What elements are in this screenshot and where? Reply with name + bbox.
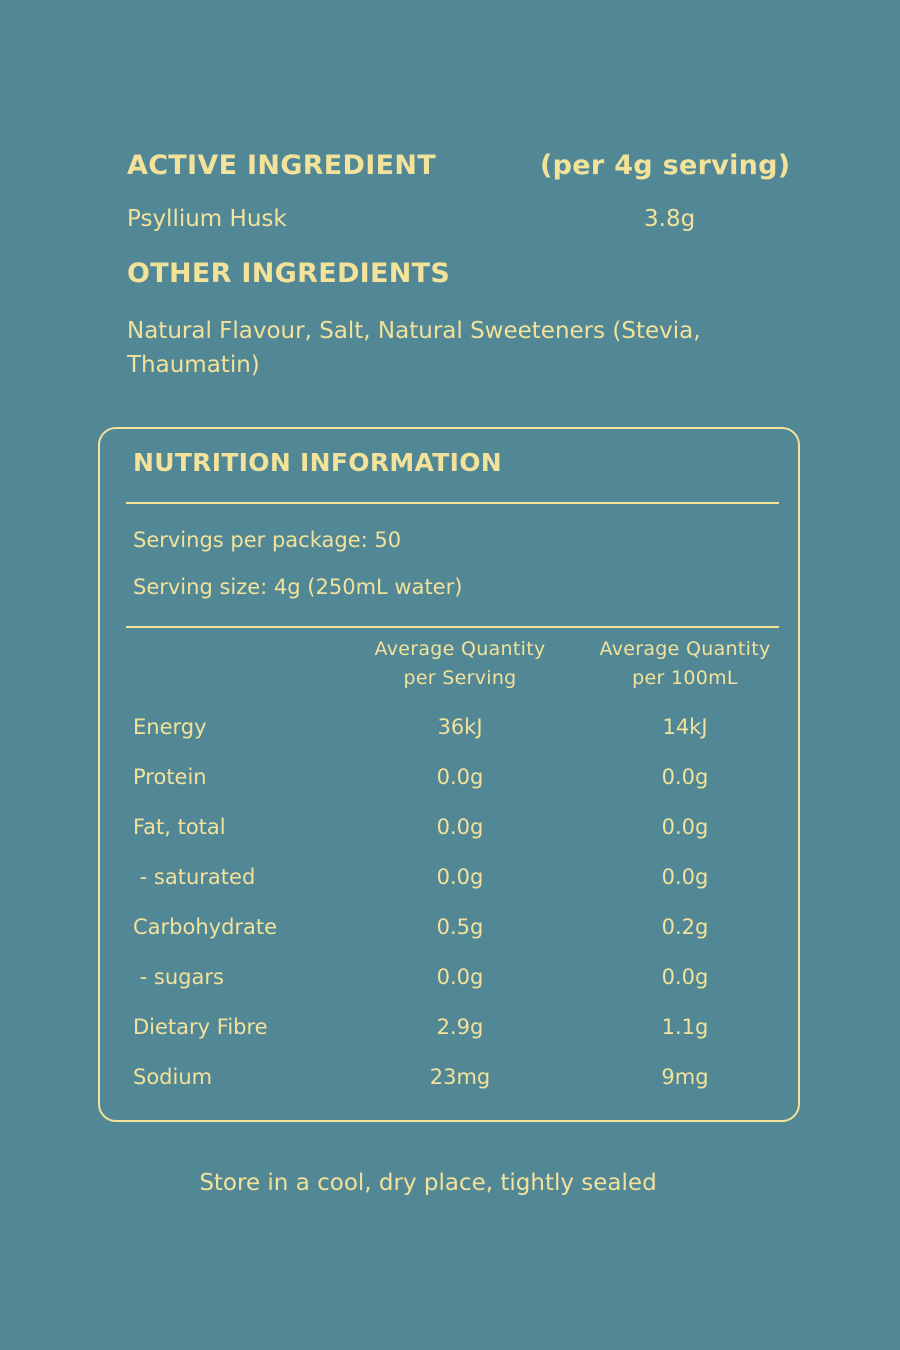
nutrition-row-saturated (133, 860, 793, 910)
divider (126, 502, 779, 504)
active-ingredient-quantity: 3.8g (644, 206, 696, 232)
per-serving-value: 0.0g (436, 965, 484, 989)
nutrient-name: Protein (133, 765, 207, 789)
serving-size: Serving size: 4g (250mL water) (133, 575, 463, 599)
per-serving-value: 0.0g (436, 815, 484, 839)
nutrition-row-dietary-fibre (133, 1010, 793, 1060)
other-ingredients-text: Natural Flavour, Salt, Natural Sweeteners (Stevia, Thaumatin) (127, 318, 701, 378)
storage-note: Store in a cool, dry place, tightly sealed (199, 1170, 657, 1196)
nutrient-name: Fat, total (133, 815, 226, 839)
nutrition-row-carbohydrate (133, 910, 793, 960)
column-header-line: Average Quantity (374, 638, 546, 660)
nutrition-row-protein (133, 760, 793, 810)
nutrient-name: Carbohydrate (133, 915, 278, 939)
nutrient-name: Dietary Fibre (133, 1015, 268, 1039)
per-serving-value: 0.5g (436, 915, 484, 939)
per-serving-value: 2.9g (436, 1015, 484, 1039)
per-serving-value: 0.0g (436, 865, 484, 889)
nutrient-name: - sugars (133, 965, 224, 989)
column-header-line: per Serving (403, 667, 517, 689)
nutrient-name: Sodium (133, 1065, 213, 1089)
other-ingredients-heading: OTHER INGREDIENTS (127, 258, 451, 289)
per-100ml-value: 9mg (661, 1065, 709, 1089)
column-header-per-100ml (575, 635, 795, 693)
nutrition-row-sugars (133, 960, 793, 1010)
per-100ml-value: 0.0g (661, 865, 709, 889)
nutrition-row-sodium (133, 1060, 793, 1110)
active-ingredient-name: Psyllium Husk (127, 206, 287, 232)
nutrient-name: - saturated (133, 865, 256, 889)
per-serving-value: 0.0g (436, 765, 484, 789)
column-header-line: per 100mL (632, 667, 738, 689)
per-serving-value: 23mg (429, 1065, 491, 1089)
per-100ml-value: 14kJ (662, 715, 708, 739)
divider (126, 626, 779, 628)
nutrition-table (133, 710, 793, 1110)
column-header-per-serving (350, 635, 570, 693)
nutrition-row-energy (133, 710, 793, 760)
per-serving-value: 36kJ (437, 715, 483, 739)
per-100ml-value: 0.0g (661, 815, 709, 839)
per-serving-label: (per 4g serving) (540, 150, 791, 181)
column-header-line: Average Quantity (599, 638, 771, 660)
active-ingredient-heading: ACTIVE INGREDIENT (127, 150, 436, 181)
per-100ml-value: 0.2g (661, 915, 709, 939)
nutrient-name: Energy (133, 715, 207, 739)
per-100ml-value: 0.0g (661, 765, 709, 789)
servings-per-package: Servings per package: 50 (133, 528, 402, 552)
per-100ml-value: 1.1g (661, 1015, 709, 1039)
per-100ml-value: 0.0g (661, 965, 709, 989)
nutrition-heading: NUTRITION INFORMATION (133, 448, 502, 477)
nutrition-row-fat-total (133, 810, 793, 860)
